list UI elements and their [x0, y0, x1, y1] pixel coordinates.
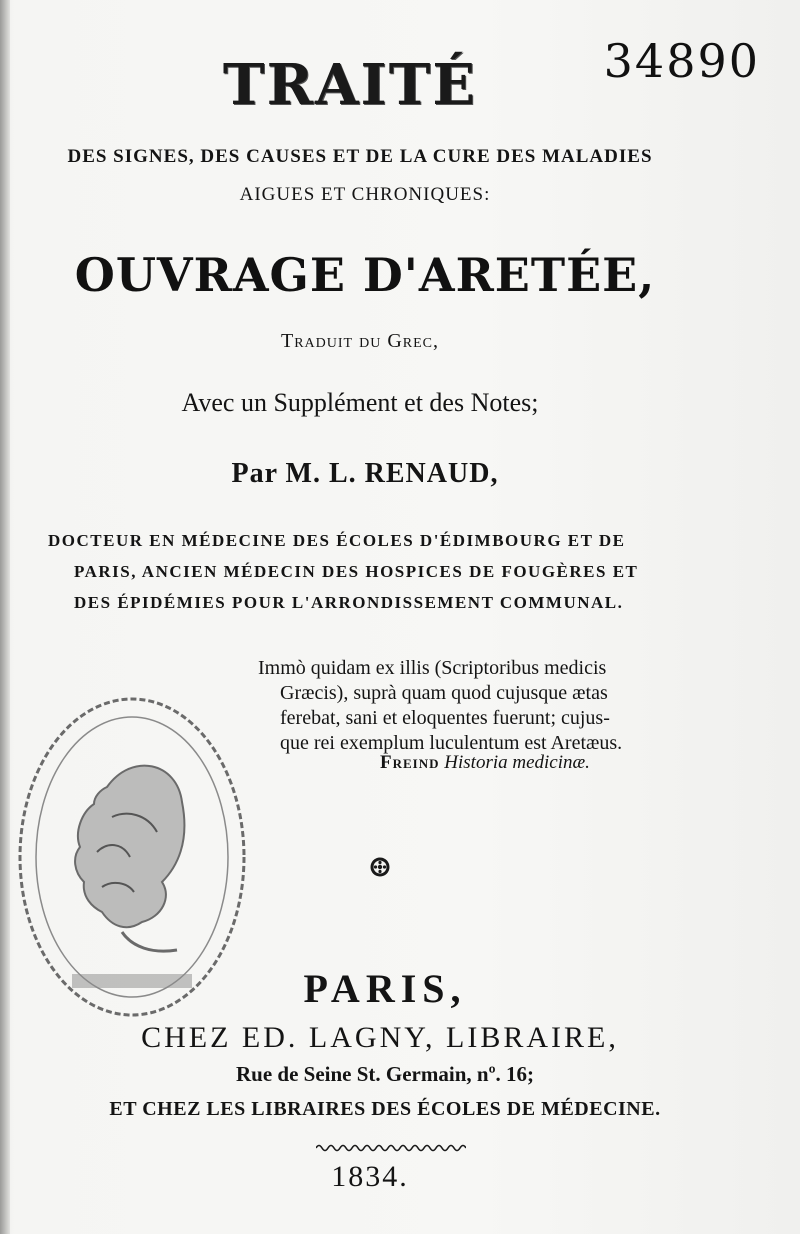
imprint-booksellers: ET CHEZ LES LIBRAIRES DES ÉCOLES DE MÉDECINE.	[109, 1098, 661, 1120]
publication-year: 1834.	[331, 1160, 409, 1193]
credentials-line-1: DOCTEUR EN MÉDECINE DES ÉCOLES D'ÉDIMBOURG ET DE	[48, 531, 626, 550]
attribution-work: Historia medicinæ.	[444, 752, 590, 773]
epigraph-line-4: que rei exemplum luculentum est Aretæus.	[280, 732, 623, 754]
supplement-note: Avec un Supplément et des Notes;	[181, 388, 539, 417]
subtitle-line-1: DES SIGNES, DES CAUSES ET DE LA CURE DES MALADIES	[67, 146, 653, 167]
author-line: Par M. L. RENAUD,	[231, 458, 499, 489]
translated-from-greek: Traduit du Grec,	[281, 330, 439, 352]
decorative-wavy-rule	[316, 1140, 466, 1158]
book-gutter-shadow	[0, 0, 10, 1234]
subtitle-line-2: AIGUES ET CHRONIQUES:	[239, 184, 491, 205]
credentials-line-3: DES ÉPIDÉMIES POUR L'ARRONDISSEMENT COMMUNAL.	[74, 593, 624, 612]
imprint-address: Rue de Seine St. Germain, nº. 16;	[235, 1062, 534, 1086]
author-credentials	[48, 525, 700, 618]
epigraph-attribution	[380, 752, 590, 774]
epigraph-line-2: Græcis), suprà quam quod cujusque ætas	[280, 682, 608, 704]
latin-epigraph	[258, 656, 698, 756]
main-title: OUVRAGE D'ARETÉE,	[74, 248, 656, 302]
imprint-place: PARIS,	[303, 966, 467, 1011]
attribution-author: Freind	[380, 752, 440, 773]
imprint-publisher: CHEZ ED. LAGNY, LIBRAIRE,	[141, 1021, 619, 1054]
epigraph-line-3: ferebat, sani et eloquentes fuerunt; cujus-	[280, 707, 610, 729]
epigraph-line-1: Immò quidam ex illis (Scriptoribus medicis	[258, 657, 607, 679]
fleuron-ornament-icon	[369, 856, 391, 883]
catalog-number: 34890	[603, 34, 760, 88]
title-traite: TRAITÉ	[222, 52, 478, 118]
credentials-line-2: PARIS, ANCIEN MÉDECIN DES HOSPICES DE FOUGÈRES ET	[74, 562, 639, 581]
